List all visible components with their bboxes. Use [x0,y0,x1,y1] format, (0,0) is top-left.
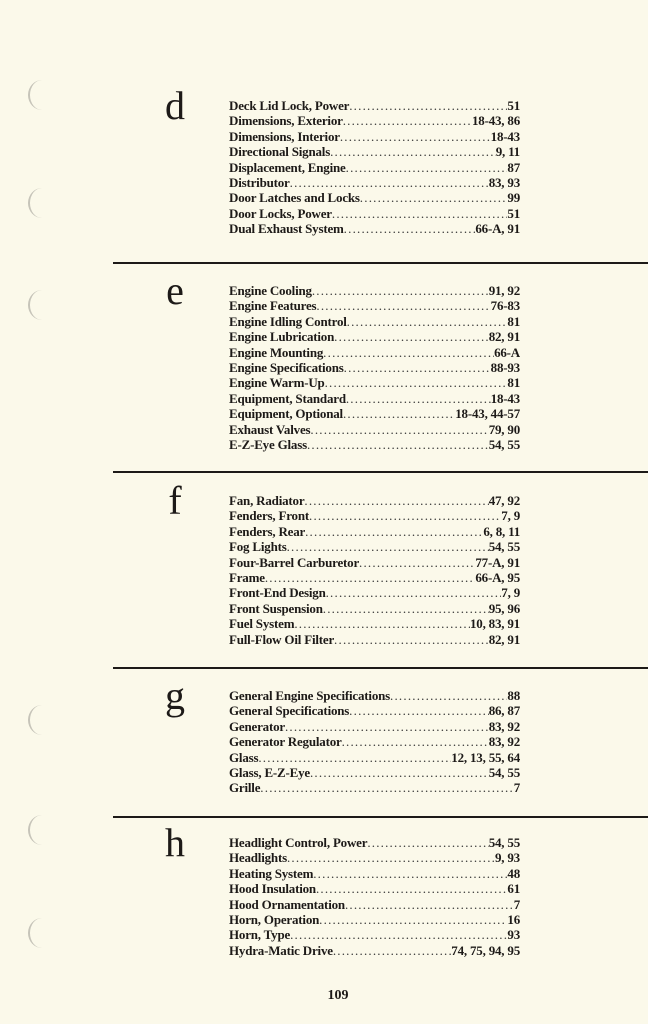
dot-leader [333,943,451,958]
entry-label: Engine Features [229,298,317,314]
index-entry [229,98,520,113]
index-entry [229,601,520,616]
index-entry [229,160,520,175]
index-entry [229,375,520,390]
entry-label: Exhaust Valves [229,421,311,437]
index-entry [229,524,520,539]
index-entry [229,719,520,734]
entry-pages: 7 [513,780,520,796]
entry-label: Glass, E-Z-Eye [229,764,310,780]
index-entry [229,616,520,631]
entry-label: Engine Cooling [229,283,312,298]
index-entry [229,750,520,765]
dot-leader [309,508,501,523]
entry-label: Dimensions, Interior [229,128,340,144]
dot-leader [345,897,514,912]
entry-pages: 82, 91 [488,329,520,345]
index-entry [229,943,520,958]
entry-label: Directional Signals [229,144,331,160]
entry-label: Engine Lubrication [229,329,335,345]
dot-leader [312,283,489,298]
entry-pages: 76-83 [490,298,520,314]
entry-label: Fenders, Front [229,508,310,524]
entry-pages: 61 [507,881,520,897]
dot-leader [360,190,508,205]
entry-label: Horn, Type [229,927,291,943]
entry-pages: 91, 92 [488,283,520,298]
index-entry [229,688,520,703]
dot-leader [330,144,496,159]
section-letter: f [168,478,182,523]
entry-list [229,98,520,237]
entry-pages: 99 [507,190,520,206]
index-entry [229,360,520,375]
entry-pages: 66-A [494,344,520,360]
index-entry [229,113,520,128]
entry-pages: 82, 91 [488,631,520,647]
index-entry [229,345,520,360]
entry-pages: 12, 13, 55, 64 [451,749,520,765]
entry-list [229,835,520,958]
index-entry [229,206,520,221]
entry-label: Glass [229,749,259,765]
dot-leader [310,765,489,780]
index-entry [229,734,520,749]
index-entry [229,927,520,942]
index-entry [229,329,520,344]
dot-leader [304,493,488,508]
index-entry [229,508,520,523]
index-entry [229,881,520,896]
index-entry [229,406,520,421]
entry-list [229,493,520,647]
entry-label: Engine Mounting [229,344,324,360]
entry-label: Hydra-Matic Drive [229,942,333,958]
dot-leader [258,750,451,765]
dot-leader [294,616,470,631]
index-entry [229,422,520,437]
entry-pages: 48 [507,865,520,881]
index-entry [229,835,520,850]
index-entry [229,539,520,554]
dot-leader [260,780,513,795]
entry-label: General Specifications [229,703,350,719]
entry-pages: 86, 87 [488,703,520,719]
dot-leader [307,437,489,452]
entry-list [229,688,520,796]
dot-leader [316,881,507,896]
dot-leader [349,703,489,718]
entry-pages: 83, 93 [488,174,520,190]
entry-pages: 83, 92 [488,718,520,734]
entry-label: Full-Flow Oil Filter [229,631,335,647]
entry-pages: 88-93 [490,359,520,375]
index-entry [229,570,520,585]
entry-pages: 81 [507,375,520,391]
dot-leader [287,850,495,865]
entry-pages: 18-43, 86 [471,113,520,129]
entry-label: Hood Ornamentation [229,896,345,912]
index-entry [229,912,520,927]
entry-label: Fog Lights [229,539,287,555]
index-entry [229,391,520,406]
entry-label: Four-Barrel Carburetor [229,554,360,570]
dot-leader [326,585,502,600]
entry-label: Front-End Design [229,585,326,601]
index-entry [229,190,520,205]
index-entry [229,283,520,298]
entry-pages: 83, 92 [488,734,520,750]
entry-label: Deck Lid Lock, Power [229,98,350,113]
index-entry [229,437,520,452]
index-entry [229,850,520,865]
entry-label: Grille [229,780,261,796]
entry-label: E-Z-Eye Glass [229,436,307,452]
dot-leader [316,298,490,313]
section-divider [113,262,648,264]
entry-label: Headlight Control, Power [229,835,368,850]
entry-label: General Engine Specifications [229,688,391,703]
entry-label: Front Suspension [229,600,323,616]
index-entry [229,144,520,159]
entry-list [229,283,520,452]
entry-label: Door Latches and Locks [229,190,360,206]
dot-leader [346,391,491,406]
index-entry [229,221,520,236]
dot-leader [346,160,508,175]
section-letter: h [165,820,185,865]
entry-pages: 18-43 [490,390,520,406]
page-number: 109 [327,988,349,1003]
dot-leader [390,688,507,703]
entry-label: Door Locks, Power [229,205,332,221]
entry-label: Engine Warm-Up [229,375,325,391]
entry-pages: 54, 55 [488,764,520,780]
index-entry [229,866,520,881]
entry-pages: 87 [507,159,520,175]
binder-hole [28,290,56,320]
entry-pages: 16 [507,911,520,927]
entry-pages: 51 [507,98,520,113]
entry-pages: 88 [507,688,520,703]
dot-leader [342,734,489,749]
entry-label: Generator [229,718,285,734]
entry-pages: 10, 83, 91 [469,616,520,632]
entry-pages: 9, 11 [495,144,520,160]
dot-leader [290,927,507,942]
entry-pages: 6, 8, 11 [483,523,520,539]
section-letter: g [165,673,185,718]
section-letter: e [166,268,184,313]
dot-leader [323,601,489,616]
entry-pages: 7, 9 [501,508,520,524]
entry-pages: 81 [507,313,520,329]
entry-label: Engine Specifications [229,359,344,375]
dot-leader [332,206,508,221]
entry-pages: 66-A, 95 [475,569,520,585]
binder-hole [28,815,56,845]
index-entry [229,632,520,647]
dot-leader [347,314,508,329]
dot-leader [340,129,491,144]
entry-pages: 9, 93 [494,850,520,866]
entry-pages: 7 [513,896,520,912]
dot-leader [310,422,488,437]
entry-pages: 54, 55 [488,436,520,452]
dot-leader [313,866,507,881]
dot-leader [334,329,489,344]
entry-label: Fuel System [229,616,295,632]
section-divider [113,816,648,818]
index-entry [229,585,520,600]
entry-label: Displacement, Engine [229,159,346,175]
index-entry [229,780,520,795]
section-divider [113,471,648,473]
entry-pages: 74, 75, 94, 95 [451,942,520,958]
entry-label: Fenders, Rear [229,523,306,539]
entry-label: Horn, Operation [229,911,320,927]
dot-leader [290,175,489,190]
entry-label: Fan, Radiator [229,493,305,508]
dot-leader [305,524,483,539]
entry-pages: 54, 55 [488,539,520,555]
entry-label: Engine Idling Control [229,313,347,329]
index-entry [229,298,520,313]
binder-hole [28,188,56,218]
dot-leader [287,539,489,554]
entry-label: Equipment, Optional [229,406,343,422]
binder-hole [28,918,56,948]
index-entry [229,897,520,912]
index-entry [229,175,520,190]
entry-pages: 51 [507,205,520,221]
entry-pages: 77-A, 91 [475,554,520,570]
dot-leader [334,632,489,647]
entry-label: Frame [229,569,265,585]
entry-label: Hood Insulation [229,881,316,897]
entry-label: Generator Regulator [229,734,342,750]
entry-pages: 54, 55 [488,835,520,850]
dot-leader [359,555,475,570]
dot-leader [323,345,494,360]
dot-leader [343,406,455,421]
entry-label: Heating System [229,865,314,881]
entry-pages: 18-43, 44-57 [455,406,520,422]
entry-pages: 79, 90 [488,421,520,437]
index-entry [229,493,520,508]
entry-label: Headlights [229,850,287,866]
entry-pages: 95, 96 [488,600,520,616]
index-entry [229,555,520,570]
entry-pages: 7, 9 [501,585,520,601]
index-entry [229,703,520,718]
index-entry [229,314,520,329]
dot-leader [319,912,507,927]
entry-pages: 18-43 [490,128,520,144]
entry-pages: 93 [507,927,520,943]
section-divider [113,667,648,669]
entry-label: Dimensions, Exterior [229,113,343,129]
dot-leader [344,360,491,375]
dot-leader [265,570,476,585]
entry-label: Equipment, Standard [229,390,346,406]
section-letter: d [165,83,185,128]
entry-pages: 66-A, 91 [475,221,520,237]
dot-leader [344,221,476,236]
index-entry [229,129,520,144]
dot-leader [343,113,472,128]
dot-leader [367,835,488,850]
index-entry [229,765,520,780]
binder-hole [28,705,56,735]
entry-pages: 47, 92 [488,493,520,508]
dot-leader [325,375,508,390]
entry-label: Dual Exhaust System [229,221,344,237]
binder-hole [28,80,56,110]
dot-leader [349,98,507,113]
entry-label: Distributor [229,174,290,190]
dot-leader [285,719,489,734]
